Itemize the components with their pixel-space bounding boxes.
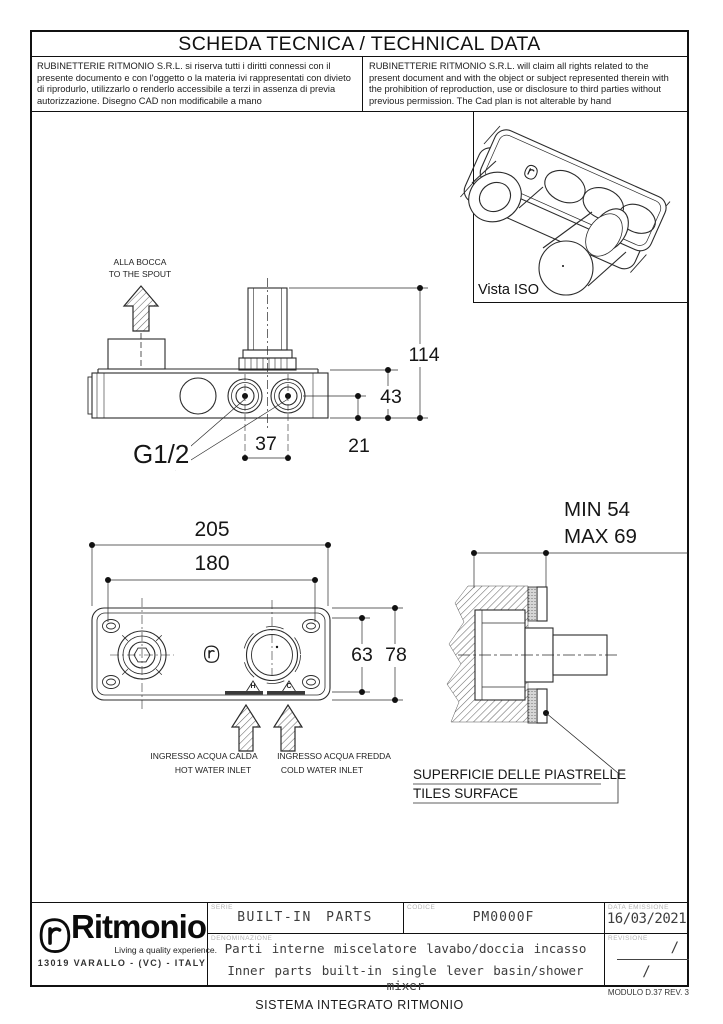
section-view-drawing <box>413 550 688 803</box>
revision-value-2: / <box>642 964 651 980</box>
iso-view-label: Vista ISO <box>478 282 539 298</box>
codice-value: PM0000F <box>472 910 535 925</box>
module-reference: MODULO D.37 REV. 3 <box>607 988 689 997</box>
titleblock-top-rule <box>30 902 689 903</box>
brand-wordmark: Ritmonio <box>71 908 206 945</box>
brand-address: 13019 VARALLO - (VC) - ITALY <box>37 958 207 968</box>
dim-180: 180 <box>194 552 230 575</box>
disclaimer-english: RUBINETTERIE RITMONIO S.R.L. will claim all rights related to the present document and with the object or subject represented therein with the prohibition of reproduction, use or disclosure to third parties without previous permission. The Cad plan is not alterable by hand <box>369 61 669 106</box>
data-emissione-label: DATA EMISSIONE <box>608 904 669 911</box>
data-emissione-value: 16/03/2021 <box>606 911 687 927</box>
hot-inlet-label-en: HOT WATER INLET <box>174 765 252 775</box>
spout-label-it: ALLA BOCCA <box>113 257 167 267</box>
revision-value-1: / <box>670 940 679 956</box>
cold-inlet-label-it: INGRESSO ACQUA FREDDA <box>277 751 391 761</box>
dim-37: 37 <box>255 433 277 455</box>
iso-view-drawing <box>460 126 670 295</box>
spout-label-en: TO THE SPOUT <box>108 269 172 279</box>
dim-21: 21 <box>348 435 370 457</box>
dim-max-69: MAX 69 <box>564 525 637 548</box>
dim-min-54: MIN 54 <box>564 498 631 521</box>
codice-label: CODICE <box>407 904 436 911</box>
tiles-surface-label-en: TILES SURFACE <box>413 786 519 801</box>
revision-divider <box>617 959 689 960</box>
disclaimer-italian: RUBINETTERIE RITMONIO S.R.L. si riserva tutti i diritti connessi con il presente documento e con l'oggetto o la materia ivi rappresentati con divieto di riprodurlo, utilizzarlo o renderlo accessibile a terzi in assenza di previa autorizzazione. Disegno CAD non modificabile a mano <box>37 61 351 106</box>
ritmonio-drop-icon <box>38 917 72 955</box>
cold-inlet-label-en: COLD WATER INLET <box>280 765 364 775</box>
footer-text: SISTEMA INTEGRATO RITMONIO <box>255 998 464 1012</box>
dim-63: 63 <box>351 644 373 666</box>
hot-mark: H <box>250 683 256 690</box>
revisione-label: REVISIONE <box>608 935 648 942</box>
dim-205: 205 <box>194 518 230 541</box>
thread-label-g12: G1/2 <box>133 439 190 469</box>
hot-inlet-label-it: INGRESSO ACQUA CALDA <box>150 751 258 761</box>
denominazione-label: DENOMINAZIONE <box>211 935 273 942</box>
denominazione-en: Inner parts built-in single lever basin/shower mixer <box>227 963 584 993</box>
dim-114: 114 <box>408 344 440 366</box>
dim-78: 78 <box>385 644 407 666</box>
denominazione-it: Parti interne miscelatore lavabo/doccia incasso <box>224 941 587 956</box>
page-title: SCHEDA TECNICA / TECHNICAL DATA <box>178 33 541 55</box>
brand-tagline: Living a quality experience. <box>114 945 217 955</box>
tiles-surface-label-it: SUPERFICIE DELLE PIASTRELLE <box>413 767 627 782</box>
cold-mark: C <box>286 683 292 690</box>
serie-label: SERIE <box>211 904 234 911</box>
serie-value: BUILT-IN PARTS <box>237 910 373 925</box>
dim-43: 43 <box>380 386 402 408</box>
